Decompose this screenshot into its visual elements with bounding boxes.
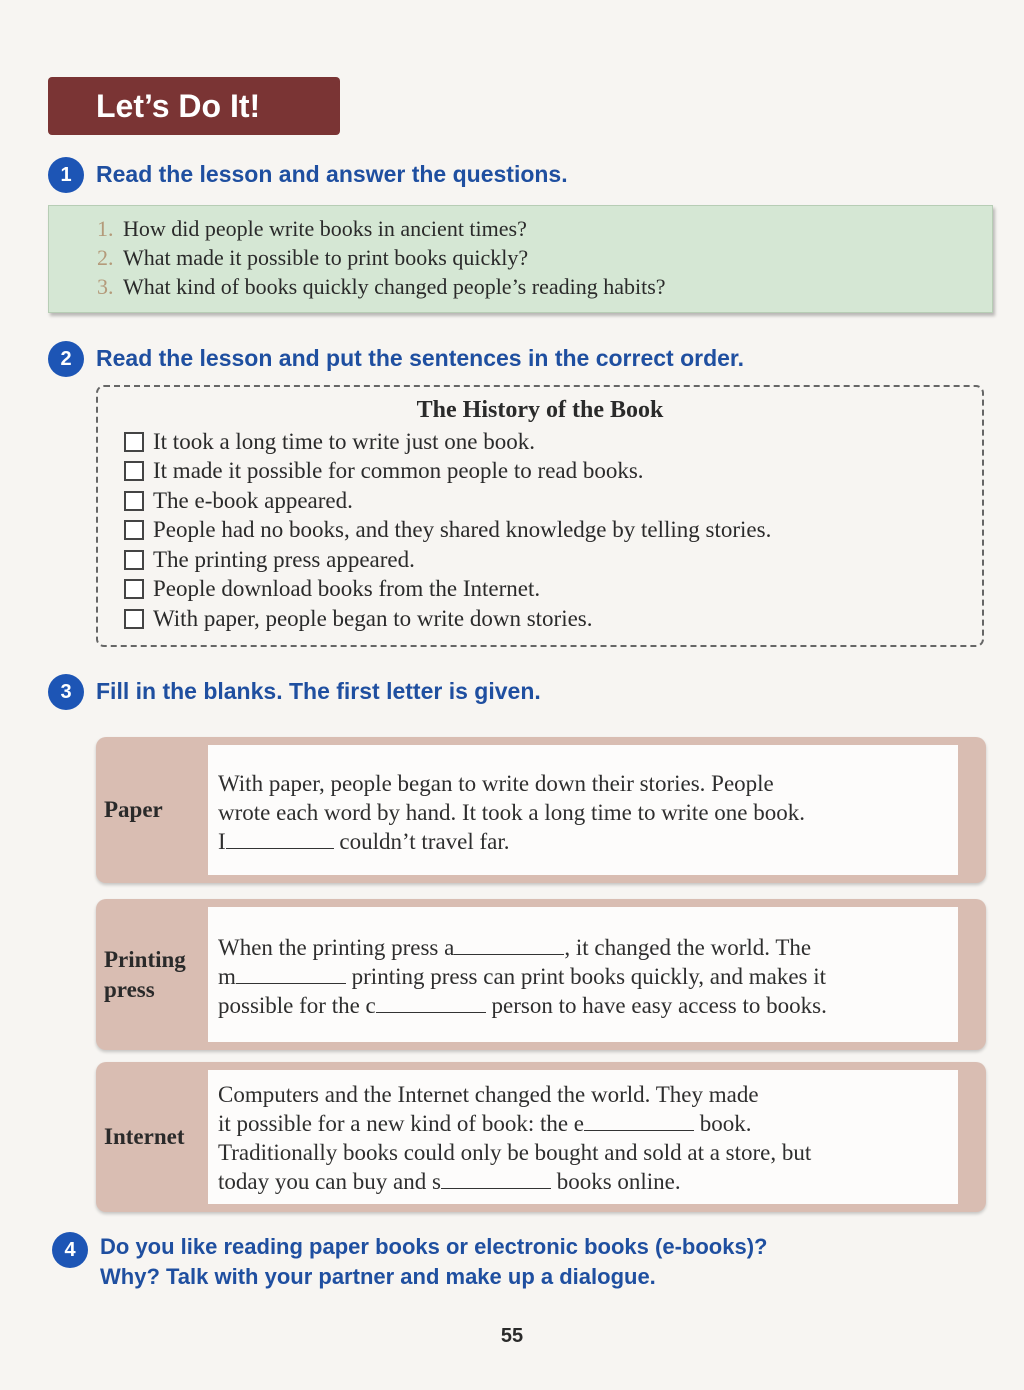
exercise-2-instruction: Read the lesson and put the sentences in the correct order. xyxy=(96,345,744,371)
given-letter: I xyxy=(218,829,226,854)
fill-card-paper xyxy=(96,737,986,883)
fill-card-label: Paper xyxy=(104,797,163,822)
text-line xyxy=(218,1167,948,1196)
given-letter: m xyxy=(218,964,236,989)
order-checkbox[interactable] xyxy=(124,520,144,540)
text-fragment: book. xyxy=(699,1111,752,1136)
questions-box xyxy=(48,205,993,313)
exercise-4-heading xyxy=(52,1232,767,1292)
ordering-item-text: With paper, people began to write down stories. xyxy=(153,605,593,631)
text-line xyxy=(218,991,948,1020)
text-line xyxy=(218,827,948,856)
ordering-item-text: It made it possible for common people to read books. xyxy=(153,458,644,484)
question-number: 2. xyxy=(97,245,114,270)
order-checkbox[interactable] xyxy=(124,432,144,452)
fill-card-label: Internet xyxy=(104,1124,185,1149)
fill-card-text xyxy=(208,1070,958,1204)
page-number: 55 xyxy=(500,1325,524,1347)
fill-card-printing-press xyxy=(96,899,986,1050)
text-line: wrote each word by hand. It took a long time to write one book. xyxy=(218,800,805,825)
exercise-4-instruction xyxy=(100,1232,767,1292)
question-text: What kind of books quickly changed people’s reading habits? xyxy=(123,274,666,299)
section-title: Let’s Do It! xyxy=(48,77,340,135)
text-fragment: When the printing press a xyxy=(218,935,455,960)
ordering-item xyxy=(124,427,982,457)
text-fragment: possible for the c xyxy=(218,993,376,1018)
text-fragment: books online. xyxy=(556,1169,681,1194)
order-checkbox[interactable] xyxy=(124,491,144,511)
text-line: Traditionally books could only be bought and sold at a store, but xyxy=(218,1140,812,1165)
ordering-item-text: It took a long time to write just one book. xyxy=(153,428,536,454)
answer-blank[interactable] xyxy=(454,934,564,955)
text-line: With paper, people began to write down their stories. People xyxy=(218,771,774,796)
question-number: 1. xyxy=(97,216,114,241)
ordering-item xyxy=(124,575,982,605)
fill-card-text xyxy=(208,745,958,875)
text-fragment: printing press can print books quickly, and makes it xyxy=(351,964,827,989)
question-text: How did people write books in ancient times? xyxy=(123,216,527,241)
answer-blank[interactable] xyxy=(376,992,486,1013)
ordering-item-text: People had no books, and they shared knowledge by telling stories. xyxy=(153,517,772,543)
ordering-item-text: The e-book appeared. xyxy=(153,487,353,513)
exercise-4-line: Why? Talk with your partner and make up a dialogue. xyxy=(100,1264,656,1289)
history-of-book-box xyxy=(96,385,984,647)
ordering-item-text: People download books from the Internet. xyxy=(153,576,541,602)
ordering-list xyxy=(124,427,982,634)
question-item xyxy=(97,272,992,301)
text-fragment: , it changed the world. The xyxy=(564,935,812,960)
ordering-item xyxy=(124,545,982,575)
order-checkbox[interactable] xyxy=(124,609,144,629)
order-checkbox[interactable] xyxy=(124,579,144,599)
question-item xyxy=(97,214,992,243)
text-line: Computers and the Internet changed the world. They made xyxy=(218,1082,759,1107)
text-fragment: couldn’t travel far. xyxy=(339,829,510,854)
exercise-4-line: Do you like reading paper books or electronic books (e-books)? xyxy=(100,1234,768,1259)
question-number: 3. xyxy=(97,274,114,299)
text-fragment: person to have easy access to books. xyxy=(491,993,827,1018)
text-line xyxy=(218,1109,948,1138)
ordering-item xyxy=(124,486,982,516)
answer-blank[interactable] xyxy=(226,828,334,849)
text-line xyxy=(218,933,948,962)
answer-blank[interactable] xyxy=(584,1110,694,1131)
text-fragment: it possible for a new kind of book: the e xyxy=(218,1111,585,1136)
ordering-item xyxy=(124,604,982,634)
exercise-3-heading xyxy=(48,674,541,710)
fill-card-internet xyxy=(96,1062,986,1212)
exercise-1-number: 1 xyxy=(48,157,84,193)
fill-card-text xyxy=(208,907,958,1042)
question-item xyxy=(97,243,992,272)
exercise-3-number: 3 xyxy=(48,674,84,710)
order-checkbox[interactable] xyxy=(124,461,144,481)
exercise-2-heading xyxy=(48,341,744,377)
history-box-title: The History of the Book xyxy=(416,397,664,423)
fill-card-label: Printing press xyxy=(104,946,186,1002)
order-checkbox[interactable] xyxy=(124,550,144,570)
answer-blank[interactable] xyxy=(441,1168,551,1189)
answer-blank[interactable] xyxy=(236,963,346,984)
exercise-2-number: 2 xyxy=(48,341,84,377)
text-fragment: today you can buy and s xyxy=(218,1169,441,1194)
exercise-1-heading xyxy=(48,157,568,193)
ordering-item-text: The printing press appeared. xyxy=(153,546,415,572)
text-line xyxy=(218,962,948,991)
exercise-4-number: 4 xyxy=(52,1232,88,1268)
ordering-item xyxy=(124,516,982,546)
ordering-item xyxy=(124,457,982,487)
exercise-1-instruction: Read the lesson and answer the questions. xyxy=(96,161,568,187)
exercise-3-instruction: Fill in the blanks. The first letter is given. xyxy=(96,678,541,704)
question-text: What made it possible to print books quickly? xyxy=(123,245,529,270)
